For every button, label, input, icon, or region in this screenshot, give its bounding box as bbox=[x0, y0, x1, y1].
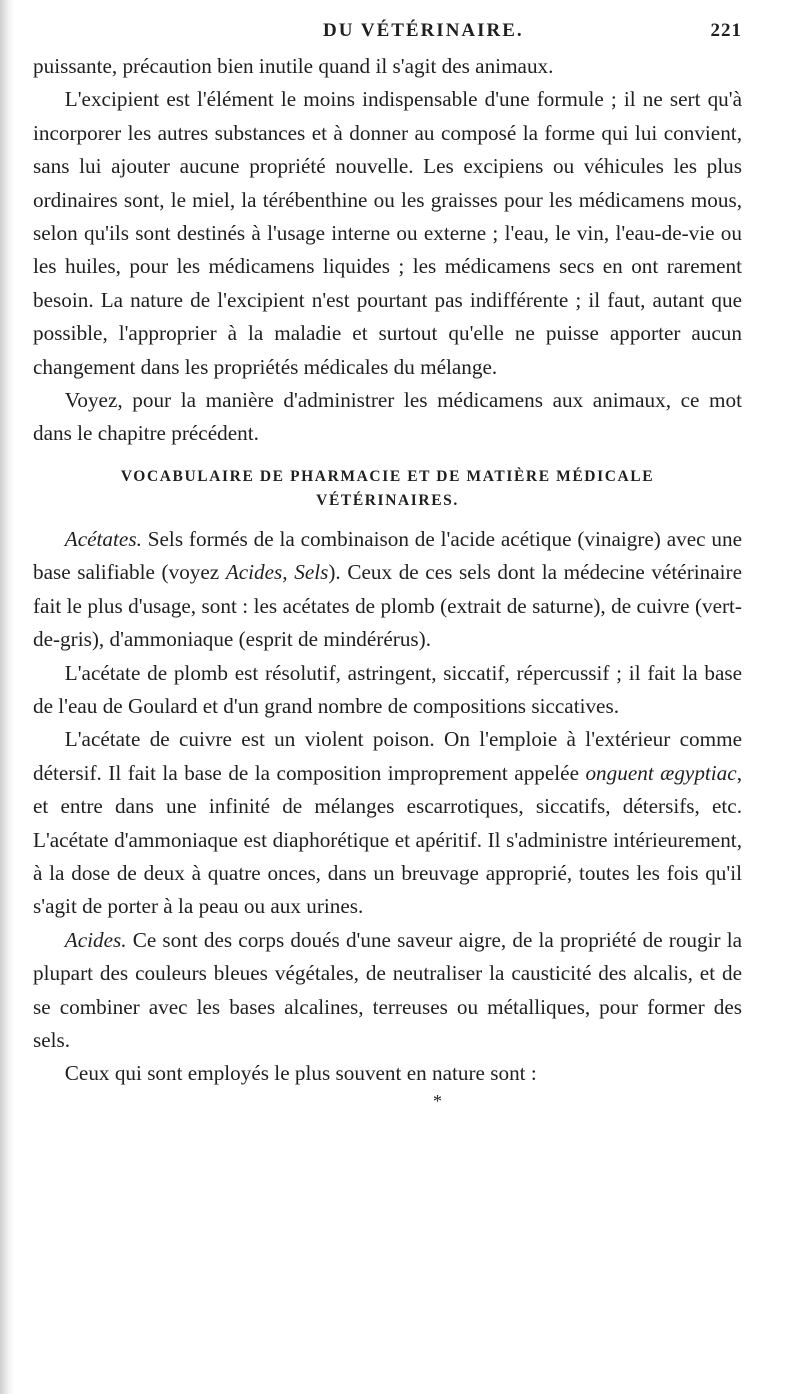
paragraph bbox=[33, 1057, 742, 1090]
entry-text: Sels formés de la combinaison de l'acide acétique (vinaigre) avec une base salifiable (voyez bbox=[33, 526, 742, 585]
entry-text: L'acétate de plomb est résolutif, astringent, siccatif, répercussif ; il fait la base de l'eau de Goulard et d'un grand nombre de compositions siccatives. bbox=[33, 660, 742, 718]
entry-text: L'acétate de cuivre est un violent poison. On l'emploie à l'extérieur comme détersif. Il fait la base de la composition improprement appelée bbox=[33, 727, 742, 785]
paragraph: L'excipient est l'élément le moins indispensable d'une formule ; il ne sert qu'à incorporer les autres substances et à donner au composé la forme qui lui convient, sans lui ajouter aucune propriété nouvelle. Les excipiens ou véhicules les plus ordinaires sont, le miel, la térébenthine ou les graisses pour les médicamens mous, selon qu'ils sont destinés à l'usage interne ou externe ; l'eau, le vin, l'eau-de-vie ou les huiles, pour les médicamens liquides ; les médicamens secs en ont rarement besoin. La nature de l'excipient n'est pourtant pas indifférente ; il faut, autant que possible, l'approprier à la maladie et surtout qu'elle ne puisse apporter aucun changement dans les propriétés médicales du mélange. bbox=[33, 87, 742, 379]
entry-term: Acides. bbox=[64, 927, 127, 952]
entry-text: ). Ceux de ces sels dont la médecine vétérinaire fait le plus d'usage, sont : les acétates de plomb (extrait de saturne), de cuivre (vert-de-gris), d'ammoniaque (esprit de mindérérus). bbox=[33, 560, 742, 652]
running-head bbox=[33, 20, 742, 50]
paragraph: puissante, précaution bien inutile quand il s'agit des animaux. bbox=[33, 54, 554, 78]
cross-reference: onguent ægyptiac bbox=[585, 760, 737, 785]
entry-text: Ce sont des corps doués d'une saveur aigre, de la propriété de rougir la plupart des couleurs bleues végétales, de neutraliser la causticité des alcalis, et de se combiner avec les bases alcalines, terreuses ou métalliques, pour former des sels. bbox=[33, 927, 742, 1052]
entry-text: Ceux qui sont employés le plus souvent en nature sont : bbox=[64, 1061, 537, 1086]
section-heading bbox=[33, 465, 742, 513]
section-heading-line: VOCABULAIRE DE PHARMACIE ET DE MATIÈRE MÉDICALE bbox=[120, 467, 655, 485]
entry-text: , et entre dans une infinité de mélanges escarrotiques, siccatifs, détersifs, etc. L'acétate d'ammoniaque est diaphorétique et apéritif. Il s'administre intérieurement, à la dose de deux à quatre onces, dans un breuvage approprié, toutes les fois qu'il s'agit de porter à la peau ou aux urines. bbox=[33, 760, 742, 919]
signature-mark: * bbox=[433, 1090, 442, 1111]
running-title: DU VÉTÉRINAIRE. bbox=[323, 20, 524, 41]
entry-term: Acétates. bbox=[64, 526, 142, 551]
page-number: 221 bbox=[710, 20, 742, 41]
entry-acides bbox=[33, 924, 742, 1058]
cross-reference: Acides, Sels bbox=[225, 560, 329, 585]
entry-acetates bbox=[33, 523, 742, 657]
body-text bbox=[33, 50, 742, 1111]
paragraph: Voyez, pour la manière d'administrer les médicamens aux animaux, ce mot dans le chapitre précédent. bbox=[33, 388, 742, 446]
paragraph bbox=[33, 723, 742, 923]
paragraph bbox=[33, 657, 742, 724]
section-heading-line: VÉTÉRINAIRES. bbox=[316, 491, 459, 509]
